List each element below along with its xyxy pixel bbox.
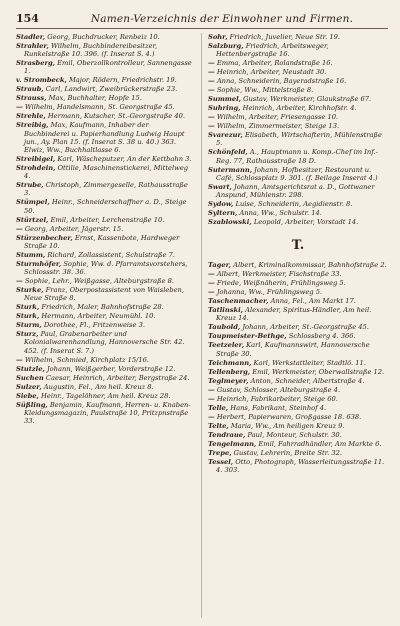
directory-entry	[208, 59, 388, 67]
directory-entry	[208, 200, 388, 208]
directory-entry	[16, 216, 196, 224]
entry-details: Johanna, Ww., Frühlingsweg 5.	[216, 288, 323, 297]
directory-entry	[208, 422, 388, 430]
directory-entry	[208, 86, 388, 94]
entry-name: Sydow,	[208, 200, 234, 209]
directory-entry	[208, 77, 388, 85]
entry-details: Anna, Ww., Schulstr. 14.	[239, 209, 322, 218]
entry-details: Emil, Fahrradhändler, Am Markte 6.	[258, 439, 382, 448]
entry-name: —	[208, 412, 215, 421]
directory-entry	[208, 218, 388, 226]
directory-entry	[208, 131, 388, 147]
directory-entry	[16, 155, 196, 163]
directory-entry	[208, 458, 388, 474]
page-header	[16, 12, 388, 29]
entry-details: Heinrich, Fabrikarbeiter, Steige 60.	[216, 394, 338, 403]
left-column	[16, 33, 202, 618]
entry-details: Alexander, Spiritus-Händler, Am heil. Kreuz 14.	[216, 306, 372, 323]
entry-name: —	[208, 385, 215, 394]
entry-name: Suhring,	[208, 104, 241, 113]
entry-name: Streibig,	[16, 121, 49, 130]
entry-details: Emil, Werkmeister, Oberwallstraße 12.	[252, 367, 385, 376]
entry-details: Hans, Fabrikant, Steinhof 4.	[230, 403, 327, 412]
entry-name: —	[208, 68, 215, 77]
directory-entry	[208, 377, 388, 385]
right-column-s-entries	[208, 33, 388, 226]
entry-details: Friedrich, Maler, Bahnhofstraße 28.	[41, 303, 164, 312]
entry-name: —	[208, 122, 215, 131]
entry-name: Sutermann,	[208, 165, 253, 174]
directory-entry	[16, 321, 196, 329]
entry-details: Sophie, Ww. d. Pfarramtsvorstehers, Schlossstr. 38. 36.	[24, 259, 188, 277]
directory-entry	[16, 374, 196, 382]
entry-name: —	[208, 113, 215, 122]
entry-details: Richard, Zollassistent, Schulstraße 7.	[47, 250, 175, 259]
directory-entry	[16, 94, 196, 102]
entry-details: Anna, Schneiderin, Bayeradstraße 16.	[216, 77, 347, 86]
entry-details: Leopold, Arbeiter, Vorstadt 14.	[253, 218, 359, 227]
directory-entry	[16, 198, 196, 214]
directory-entry	[208, 431, 388, 439]
directory-entry	[208, 395, 388, 403]
entry-details: Georg, Arbeiter, Jägerstr. 15.	[24, 224, 124, 233]
entry-details: Johann, Amtsgerichtsrat a. D., Gottwaner Anspund, Mühlenstr. 298.	[216, 182, 375, 200]
directory-entry	[208, 33, 388, 41]
directory-entry	[16, 277, 196, 285]
directory-entry	[16, 59, 196, 75]
entry-name: Svarezur,	[208, 131, 243, 140]
entry-details: Wilhelm, Arbeiter, Friesengasse 10.	[216, 113, 339, 122]
entry-name: Strauss,	[16, 94, 47, 103]
directory-entry	[16, 181, 196, 197]
entry-details: Christoph, Zimmergeselle, Rathausstraße 3.	[24, 181, 188, 198]
entry-name: —	[208, 279, 215, 288]
entry-details: Sophie, Ww., Mittelstraße 8.	[216, 86, 314, 95]
entry-details: Major, Rödern, Friedrichstr. 19.	[68, 76, 177, 85]
directory-entry	[16, 42, 196, 58]
directory-entry	[16, 251, 196, 259]
directory-entry	[16, 365, 196, 373]
entry-name: Sulzer,	[16, 382, 42, 391]
entry-details: Heinrich, Arbeiter, Neustadt 30.	[216, 68, 327, 77]
entry-details: Paul, Grabenarbeiter und Kolonialwarenhandlung, Hannoversche Str. 42. 452. (f. Inserat S. 7.)	[24, 330, 185, 355]
directory-entry	[208, 270, 388, 278]
entry-name: —	[16, 277, 23, 286]
directory-entry	[16, 392, 196, 400]
right-column	[202, 33, 388, 618]
entry-details: Friede, Weißnäherin, Frühlingsweg 5.	[216, 279, 346, 288]
entry-name: Strahler,	[16, 42, 49, 50]
entry-name: Strube,	[16, 181, 44, 190]
entry-details: Heinr., Schneiderschaffner a. D., Steige 50.	[24, 198, 187, 215]
directory-entry	[16, 356, 196, 364]
entry-name: —	[16, 355, 23, 364]
entry-details: Albert, Werkmeister, Fischstraße 33.	[216, 270, 342, 279]
entry-details: Otto, Photograph, Wasserleitungsstraße 11. 4. 303.	[216, 457, 385, 474]
entry-name: Taupmeister-Bethge,	[208, 332, 287, 341]
entry-details: Carl, Landwirt, Zweibrückerstraße 23.	[45, 85, 178, 94]
entry-details: Wilhelm, Buchbindereibesitzer, Runkelstraße 10. 396. (f. Inserat S. 4.)	[24, 42, 158, 59]
directory-entry	[16, 330, 196, 355]
entry-details: Albert, Kriminalkommissar, Bahnhofstraße 2.	[233, 261, 387, 270]
entry-details: Paul, Monteur, Schulstr. 30.	[247, 430, 342, 439]
entry-details: Caesar, Heinrich, Arbeiter, Bergstraße 24.	[45, 373, 190, 382]
entry-details: Karl, Kaufmannswirt, Hannoversche Straße 30.	[216, 341, 370, 358]
entry-name: Sturke,	[16, 286, 44, 295]
entry-details: Emil, Oberzollkontrolleur, Sannengasse 1.	[24, 59, 192, 76]
entry-name: Sohr,	[208, 33, 228, 41]
section-letter: T.	[291, 238, 305, 254]
entry-name: Siebe,	[16, 391, 39, 400]
entry-name: Teetzeler,	[208, 341, 245, 350]
entry-details: Gustav, Schlosser, Alteburgstraße 4.	[216, 385, 341, 394]
entry-details: Benjamin, Kaufmann, Herren- u. Knaben-Kleidungsmagazin, Paulstraße 10, Pritzpnstraße 33.	[24, 400, 191, 426]
directory-entry	[208, 359, 388, 367]
entry-name: Suchen	[16, 373, 44, 382]
directory-entry	[208, 297, 388, 305]
entry-name: Stadler,	[16, 33, 46, 41]
directory-entry	[208, 449, 388, 457]
entry-name: Trepe,	[208, 448, 232, 457]
directory-entry	[208, 209, 388, 217]
directory-entry	[16, 164, 196, 180]
entry-details: Hermann, Kutscher, St.-Georgstraße 40.	[47, 112, 185, 121]
directory-entry	[16, 286, 196, 302]
directory-entry	[16, 33, 196, 41]
entry-details: Gustav, Werkmeister, Glaukstraße 67.	[243, 95, 372, 104]
entry-details: Emil, Arbeiter, Lerchenstraße 10.	[50, 215, 165, 224]
entry-name: —	[16, 224, 23, 233]
entry-name: Tager,	[208, 261, 231, 270]
entry-details: Georg, Buchdrucker, Renbeiz 10.	[47, 33, 160, 41]
directory-entry	[208, 148, 388, 164]
entry-name: Stumm,	[16, 250, 46, 259]
directory-entry	[208, 279, 388, 287]
entry-name: Swart,	[208, 182, 232, 191]
entry-details: Ottilie, Maschinenstickerei, Mittelweg 4.	[24, 164, 189, 181]
entry-name: Straub,	[16, 85, 44, 94]
directory-entry	[16, 225, 196, 233]
directory-entry	[208, 113, 388, 121]
entry-name: Süßling,	[16, 400, 48, 409]
entry-name: Strehle,	[16, 112, 46, 121]
page-title: Namen-Verzeichnis der Einwohner und Firmen.	[90, 13, 354, 25]
directory-entry	[208, 341, 388, 357]
entry-details: Johann, Weißgerber, Vorderstraße 12.	[46, 364, 176, 373]
entry-name: Stutzle,	[16, 364, 45, 373]
directory-entry	[208, 440, 388, 448]
entry-name: v. Strombeck,	[16, 76, 67, 85]
columns	[16, 33, 388, 618]
directory-entry	[208, 413, 388, 421]
entry-details: Augustin, Fel., Am heil. Kreuz 8.	[43, 382, 154, 391]
entry-details: Anna, Fel., Am Markt 17.	[270, 297, 356, 306]
directory-entry	[16, 303, 196, 311]
entry-name: Salzburg,	[208, 42, 244, 50]
entry-details: Luise, Schneiderin, Aegidienstr. 8.	[235, 200, 353, 209]
entry-name: Teglmeyer,	[208, 376, 249, 385]
entry-details: Max, Buchhalter, Hopfe 15.	[48, 94, 142, 103]
entry-name: Teichmann,	[208, 358, 252, 367]
entry-details: Herbert, Papierwaren, Großgasse 18. 638.	[216, 412, 362, 421]
entry-name: Telle,	[208, 403, 229, 412]
entry-name: Taubold,	[208, 323, 241, 332]
entry-name: Stümpel,	[16, 198, 50, 207]
entry-name: Tellenberg,	[208, 367, 251, 376]
directory-entry	[208, 166, 388, 182]
entry-details: Wilhelm, Handelsmann, St. Georgstraße 45.	[24, 103, 175, 112]
entry-details: Hermann, Arbeiter, Neumühl. 10.	[41, 312, 156, 321]
entry-name: —	[208, 77, 215, 86]
entry-details: Sophie, Lehr., Weißgasse, Alteburgstraße 8.	[24, 277, 175, 286]
entry-details: Johann, Arbeiter, St.-Georgstraße 45.	[242, 323, 369, 332]
entry-name: Streibigel,	[16, 155, 56, 164]
entry-details: Emma, Arbeiter, Rolandstraße 16.	[216, 59, 333, 68]
page-number: 154	[16, 12, 39, 25]
entry-details: Schlossberg 4. 366.	[288, 332, 356, 341]
directory-entry	[16, 85, 196, 93]
entry-name: Sturz,	[16, 330, 39, 339]
directory-entry	[208, 386, 388, 394]
directory-entry	[208, 323, 388, 331]
entry-name: Schönfeld,	[208, 148, 248, 157]
directory-entry	[16, 312, 196, 320]
directory-entry	[16, 260, 196, 276]
entry-name: Stürzenbecher,	[16, 233, 73, 242]
entry-details: Friedrich, Arbeitsweger, Hettenbergstraße 16.	[216, 42, 329, 59]
directory-entry	[16, 401, 196, 426]
entry-details: Anton, Schneider, Albertstraße 4.	[250, 376, 365, 385]
entry-name: Syltern,	[208, 209, 238, 218]
directory-entry	[208, 306, 388, 322]
entry-name: —	[208, 59, 215, 68]
right-column-t-entries	[208, 261, 388, 474]
directory-entry	[16, 103, 196, 111]
entry-name: Tatlinski,	[208, 306, 243, 315]
entry-name: —	[208, 270, 215, 279]
directory-entry	[16, 112, 196, 120]
entry-details: Franz, Oberpostassistent von Waisleben, Neue Straße 8.	[24, 286, 184, 303]
directory-entry	[208, 68, 388, 76]
directory-entry	[208, 332, 388, 340]
entry-details: Elisabeth, Wirtschafterin, Mühlenstraße 5.	[216, 131, 382, 148]
entry-name: Tessel,	[208, 457, 234, 466]
entry-name: Strohdein,	[16, 164, 56, 173]
directory-entry	[208, 183, 388, 199]
entry-name: Stürtzel,	[16, 215, 49, 224]
entry-details: Wilhelm, Schmied, Kirchplatz 15/16.	[24, 355, 149, 364]
entry-name: —	[208, 288, 215, 297]
entry-details: Johann, Hofbesitzer, Restaurant u. Café, Schlossplatz 9. 301. (f. Beilage Inserat 4.)	[216, 165, 378, 182]
entry-details: Karl, Wäscheputzer, An der Kettbahn 3.	[57, 155, 192, 164]
directory-entry	[208, 95, 388, 103]
entry-details: A., Hauptmann u. Komp.-Chef im Inf.-Reg. 77, Rathausstraße 18 D.	[216, 148, 378, 165]
entry-details: Dorothee, Fl., Fritzenweise 3.	[43, 321, 145, 330]
entry-name: Telte,	[208, 421, 229, 430]
entry-name: Sturk,	[16, 303, 40, 312]
directory-entry	[16, 121, 196, 154]
directory-entry	[208, 42, 388, 58]
directory-entry	[16, 234, 196, 250]
entry-name: Szablowski,	[208, 218, 252, 227]
entry-name: Tengelmann,	[208, 439, 257, 448]
directory-entry	[208, 122, 388, 130]
entry-name: Tendraue,	[208, 430, 246, 439]
entry-name: Sturmhöfer,	[16, 259, 62, 268]
entry-name: —	[16, 103, 23, 112]
entry-details: Max, Kaufmann, Inhaber der Buchbinderei u. Papierhandlung Ludwig Haupt jun., Ay. Plan 15. (f. Inserat S. 38 u. 40.) 363. Elwiz, Ww., Buchhaltlasse 6.	[24, 121, 185, 155]
directory-entry	[16, 76, 196, 84]
entry-details: Karl, Werkstattleiter, Stadtlö. 11.	[253, 358, 366, 367]
directory-entry	[208, 368, 388, 376]
entry-name: Strasberg,	[16, 59, 55, 68]
entry-details: Friedrich, Juvelier, Neue Str. 19.	[229, 33, 341, 41]
directory-entry	[208, 288, 388, 296]
entry-name: Taschenmacher,	[208, 297, 269, 306]
entry-name: —	[208, 394, 215, 403]
directory-entry	[208, 261, 388, 269]
entry-details: Ernst, Kassenbote, Hardweger Straße 10.	[24, 233, 180, 250]
entry-name: —	[208, 86, 215, 95]
entry-name: Sturm,	[16, 321, 42, 330]
entry-name: Sturk,	[16, 312, 40, 321]
entry-name: Summel,	[208, 95, 241, 104]
entry-details: Gustav, Lehrerin, Breite Str. 32.	[233, 448, 343, 457]
entry-details: Heinr., Tagelöhner, Am heil. Kreuz 28.	[41, 391, 171, 400]
entry-details: Heinrich, Arbeiter, Kirchhofstr. 4.	[242, 104, 357, 113]
entry-details: Wilhelm, Zimmermeister, Steige 13.	[216, 122, 340, 131]
directory-entry	[208, 104, 388, 112]
entry-details: Maria, Ww., Am heiligen Kreuz 9.	[230, 421, 345, 430]
directory-entry	[208, 404, 388, 412]
directory-entry	[16, 383, 196, 391]
